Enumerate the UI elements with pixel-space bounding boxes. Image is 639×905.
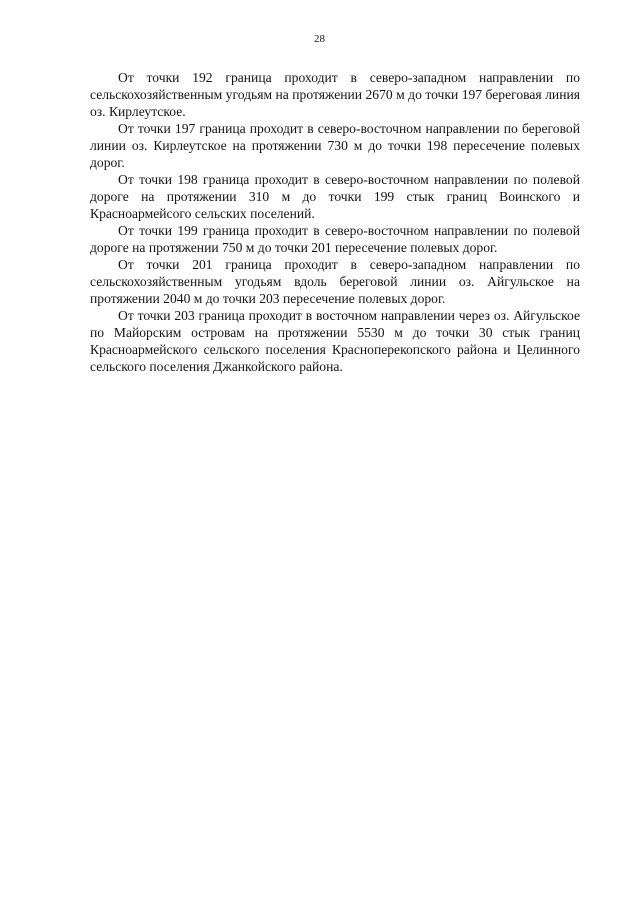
paragraph: От точки 203 граница проходит в восточном направлении через оз. Айгульское по Майорским островам на протяжении 5530 м до точки 30 стык границ Красноармейского сельского поселения Красноперекопского района и Целинного сельского поселения Джанкойского района. xyxy=(90,308,580,374)
paragraph: От точки 198 граница проходит в северо-восточном направлении по полевой дороге на протяжении 310 м до точки 199 стык границ Воинского и Красноармейсого сельских поселений. xyxy=(90,172,580,221)
paragraph: От точки 197 граница проходит в северо-восточном направлении по береговой линии оз. Кирлеутское на протяжении 730 м до точки 198 пересечение полевых дорог. xyxy=(90,121,580,170)
paragraph: От точки 199 граница проходит в северо-восточном направлении по полевой дороге на протяжении 750 м до точки 201 пересечение полевых дорог. xyxy=(90,223,580,255)
paragraph: От точки 192 граница проходит в северо-западном направлении по сельскохозяйственным угодьям на протяжении 2670 м до точки 197 береговая линия оз. Кирлеутское. xyxy=(90,70,580,119)
page-number: 28 xyxy=(314,33,325,45)
document-body xyxy=(90,69,580,375)
paragraph: От точки 201 граница проходит в северо-западном направлении по сельскохозяйственным угодьям вдоль береговой линии оз. Айгульское на протяжении 2040 м до точки 203 пересечение полевых дорог. xyxy=(90,257,580,306)
